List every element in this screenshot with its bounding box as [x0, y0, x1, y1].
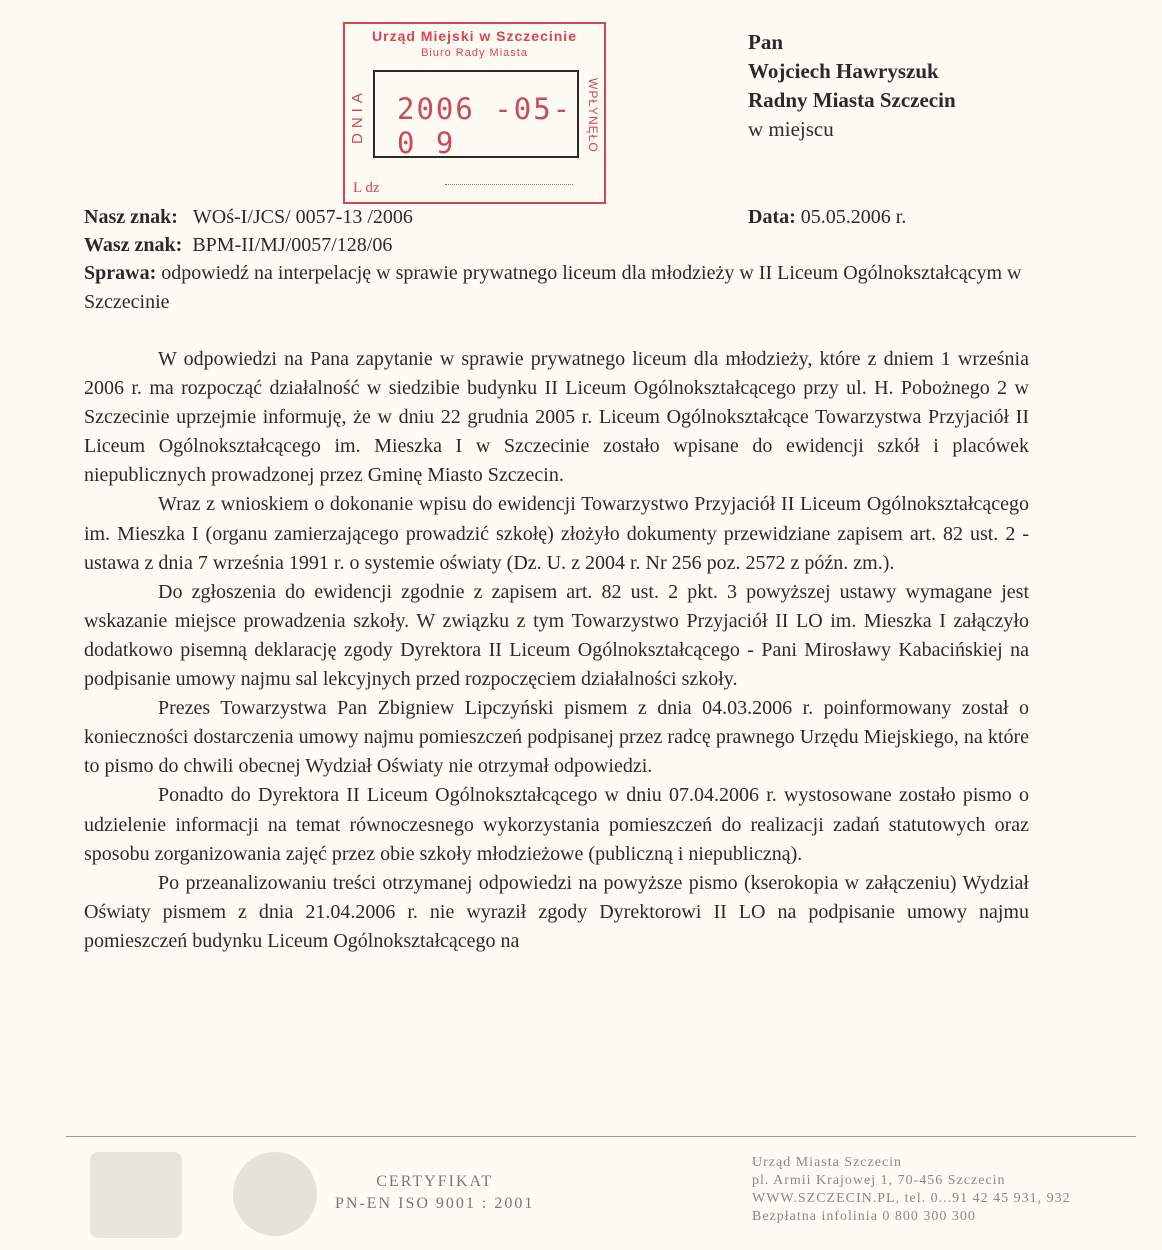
our-ref-label: Nasz znak:	[84, 206, 178, 228]
stamp-date-box	[373, 70, 579, 158]
cert-title: CERTYFIKAT	[376, 1173, 494, 1190]
body-paragraph: W odpowiedzi na Pana zapytanie w sprawie prywatnego liceum dla młodzieży, które z dniem 1 września 2006 r. ma rozpocząć działalność w siedzibie budynku II Liceum Ogólnokształcącego przy ul. H. Pobożnego 2 w Szczecinie uprzejmie informuję, że w dniu 22 grudnia 2005 r. Liceum Ogólnokształcące Towarzystwa Przyjaciół II Liceum Ogólnokształcącego im. Mieszka I w Szczecinie zostało wpisane do ewidencji szkół i placówek niepublicznych prowadzonej przez Gminę Miasto Szczecin.	[84, 348, 1029, 487]
body-paragraph: Ponadto do Dyrektora II Liceum Ogólnokształcącego w dniu 07.04.2006 r. wystosowane zostało pismo o udzielenie informacji na temat równoczesnego wykorzystania pomieszczeń do realizacji zadań statutowych oraz sposobu zorganizowania zajęć przez obie szkoły młodzieżowe (publiczną i niepubliczną).	[84, 784, 1029, 865]
footer-contact	[752, 1154, 1071, 1226]
date-label: Data:	[748, 206, 796, 228]
subject-line	[84, 259, 1029, 317]
recipient-block	[748, 28, 956, 144]
body-paragraph: Prezes Towarzystwa Pan Zbigniew Lipczyński pismem z dnia 04.03.2006 r. poinformowany został o konieczności dostarczenia umowy najmu pomieszczeń podpisanej przez radcę prawnego Urzędu Miejskiego, na które to pismo do chwili obecnej Wydział Oświaty nie otrzymał odpowiedzi.	[84, 697, 1029, 778]
recipient-salutation: Pan	[748, 30, 784, 54]
reference-block	[84, 203, 413, 259]
footer-hotline: Bezpłatna infolinia 0 800 300 300	[752, 1209, 976, 1224]
recipient-role: Radny Miasta Szczecin	[748, 88, 956, 112]
footer-address: pl. Armii Krajowej 1, 70-456 Szczecin	[752, 1173, 1006, 1188]
subject-text: odpowiedź na interpelację w sprawie prywatnego liceum dla młodzieży w II Liceum Ogólnokształcącym w Szczecinie	[84, 262, 1022, 313]
recipient-location: w miejscu	[748, 117, 834, 141]
your-ref: BPM-II/MJ/0057/128/06	[192, 234, 393, 256]
stamp-ldz: L dz	[353, 180, 380, 196]
footer-office: Urząd Miasta Szczecin	[752, 1155, 903, 1170]
certificate-block	[335, 1171, 534, 1215]
stamp-side-right: WPŁYNĘŁO	[586, 77, 600, 153]
body-paragraph: Wraz z wnioskiem o dokonanie wpisu do ewidencji Towarzystwo Przyjaciół II Liceum Ogólnokształcącego im. Mieszka I (organu zamierzającego prowadzić szkołę) złożyło dokumenty przewidziane zapisem art. 82 ust. 2 - ustawa z dnia 7 września 1991 r. o systemie oświaty (Dz. U. z 2004 r. Nr 256 poz. 2572 z późn. zm.).	[84, 493, 1029, 574]
stamp-ldz-line	[445, 184, 573, 185]
our-ref: WOś-I/JCS/ 0057-13 /2006	[192, 206, 413, 228]
body-paragraph: Po przeanalizowaniu treści otrzymanej odpowiedzi na powyższe pismo (kserokopia w załączeniu) Wydział Oświaty pismem z dnia 21.04.2006 r. nie wyraził zgody Dyrektorowi II LO na podpisanie umowy najmu pomieszczeń budynku Liceum Ogólnokształcącego na	[84, 871, 1029, 952]
recipient-name: Wojciech Hawryszuk	[748, 59, 939, 83]
cert-norm: PN-EN ISO 9001 : 2001	[335, 1195, 535, 1212]
body-paragraph: Do zgłoszenia do ewidencji zgodnie z zapisem art. 82 ust. 2 pkt. 3 powyższej ustawy wymagane jest wskazanie miejsce prowadzenia szkoły. W związku z tym Towarzystwo Przyjaciół II LO im. Mieszka I załączyło dodatkowo pisemną deklarację zgody Dyrektora II Liceum Ogólnokształcącego - Pani Mirosławy Kabacińskiej na podpisanie umowy najmu sal lekcyjnych przed rozpoczęciem działalności szkoły.	[84, 580, 1029, 691]
stamp-office: Urząd Miejski w Szczecinie	[372, 28, 577, 44]
your-ref-label: Wasz znak:	[84, 234, 183, 256]
stamp-side-left: DNIA	[349, 88, 366, 144]
letter-body	[84, 345, 1029, 956]
pcbc-logo	[90, 1152, 182, 1238]
footer-divider	[66, 1136, 1136, 1137]
registration-stamp	[343, 22, 606, 204]
stamp-date: 2006 -05- 0 9	[397, 92, 573, 160]
stamp-bureau: Biuro Rady Miasta	[421, 47, 528, 59]
footer-web: WWW.SZCZECIN.PL, tel. 0...91 42 45 931, 932	[752, 1191, 1071, 1206]
letter-date	[748, 203, 906, 231]
iqnet-logo	[233, 1152, 317, 1236]
subject-label: Sprawa:	[84, 262, 157, 284]
date-value: 05.05.2006 r.	[800, 206, 907, 228]
